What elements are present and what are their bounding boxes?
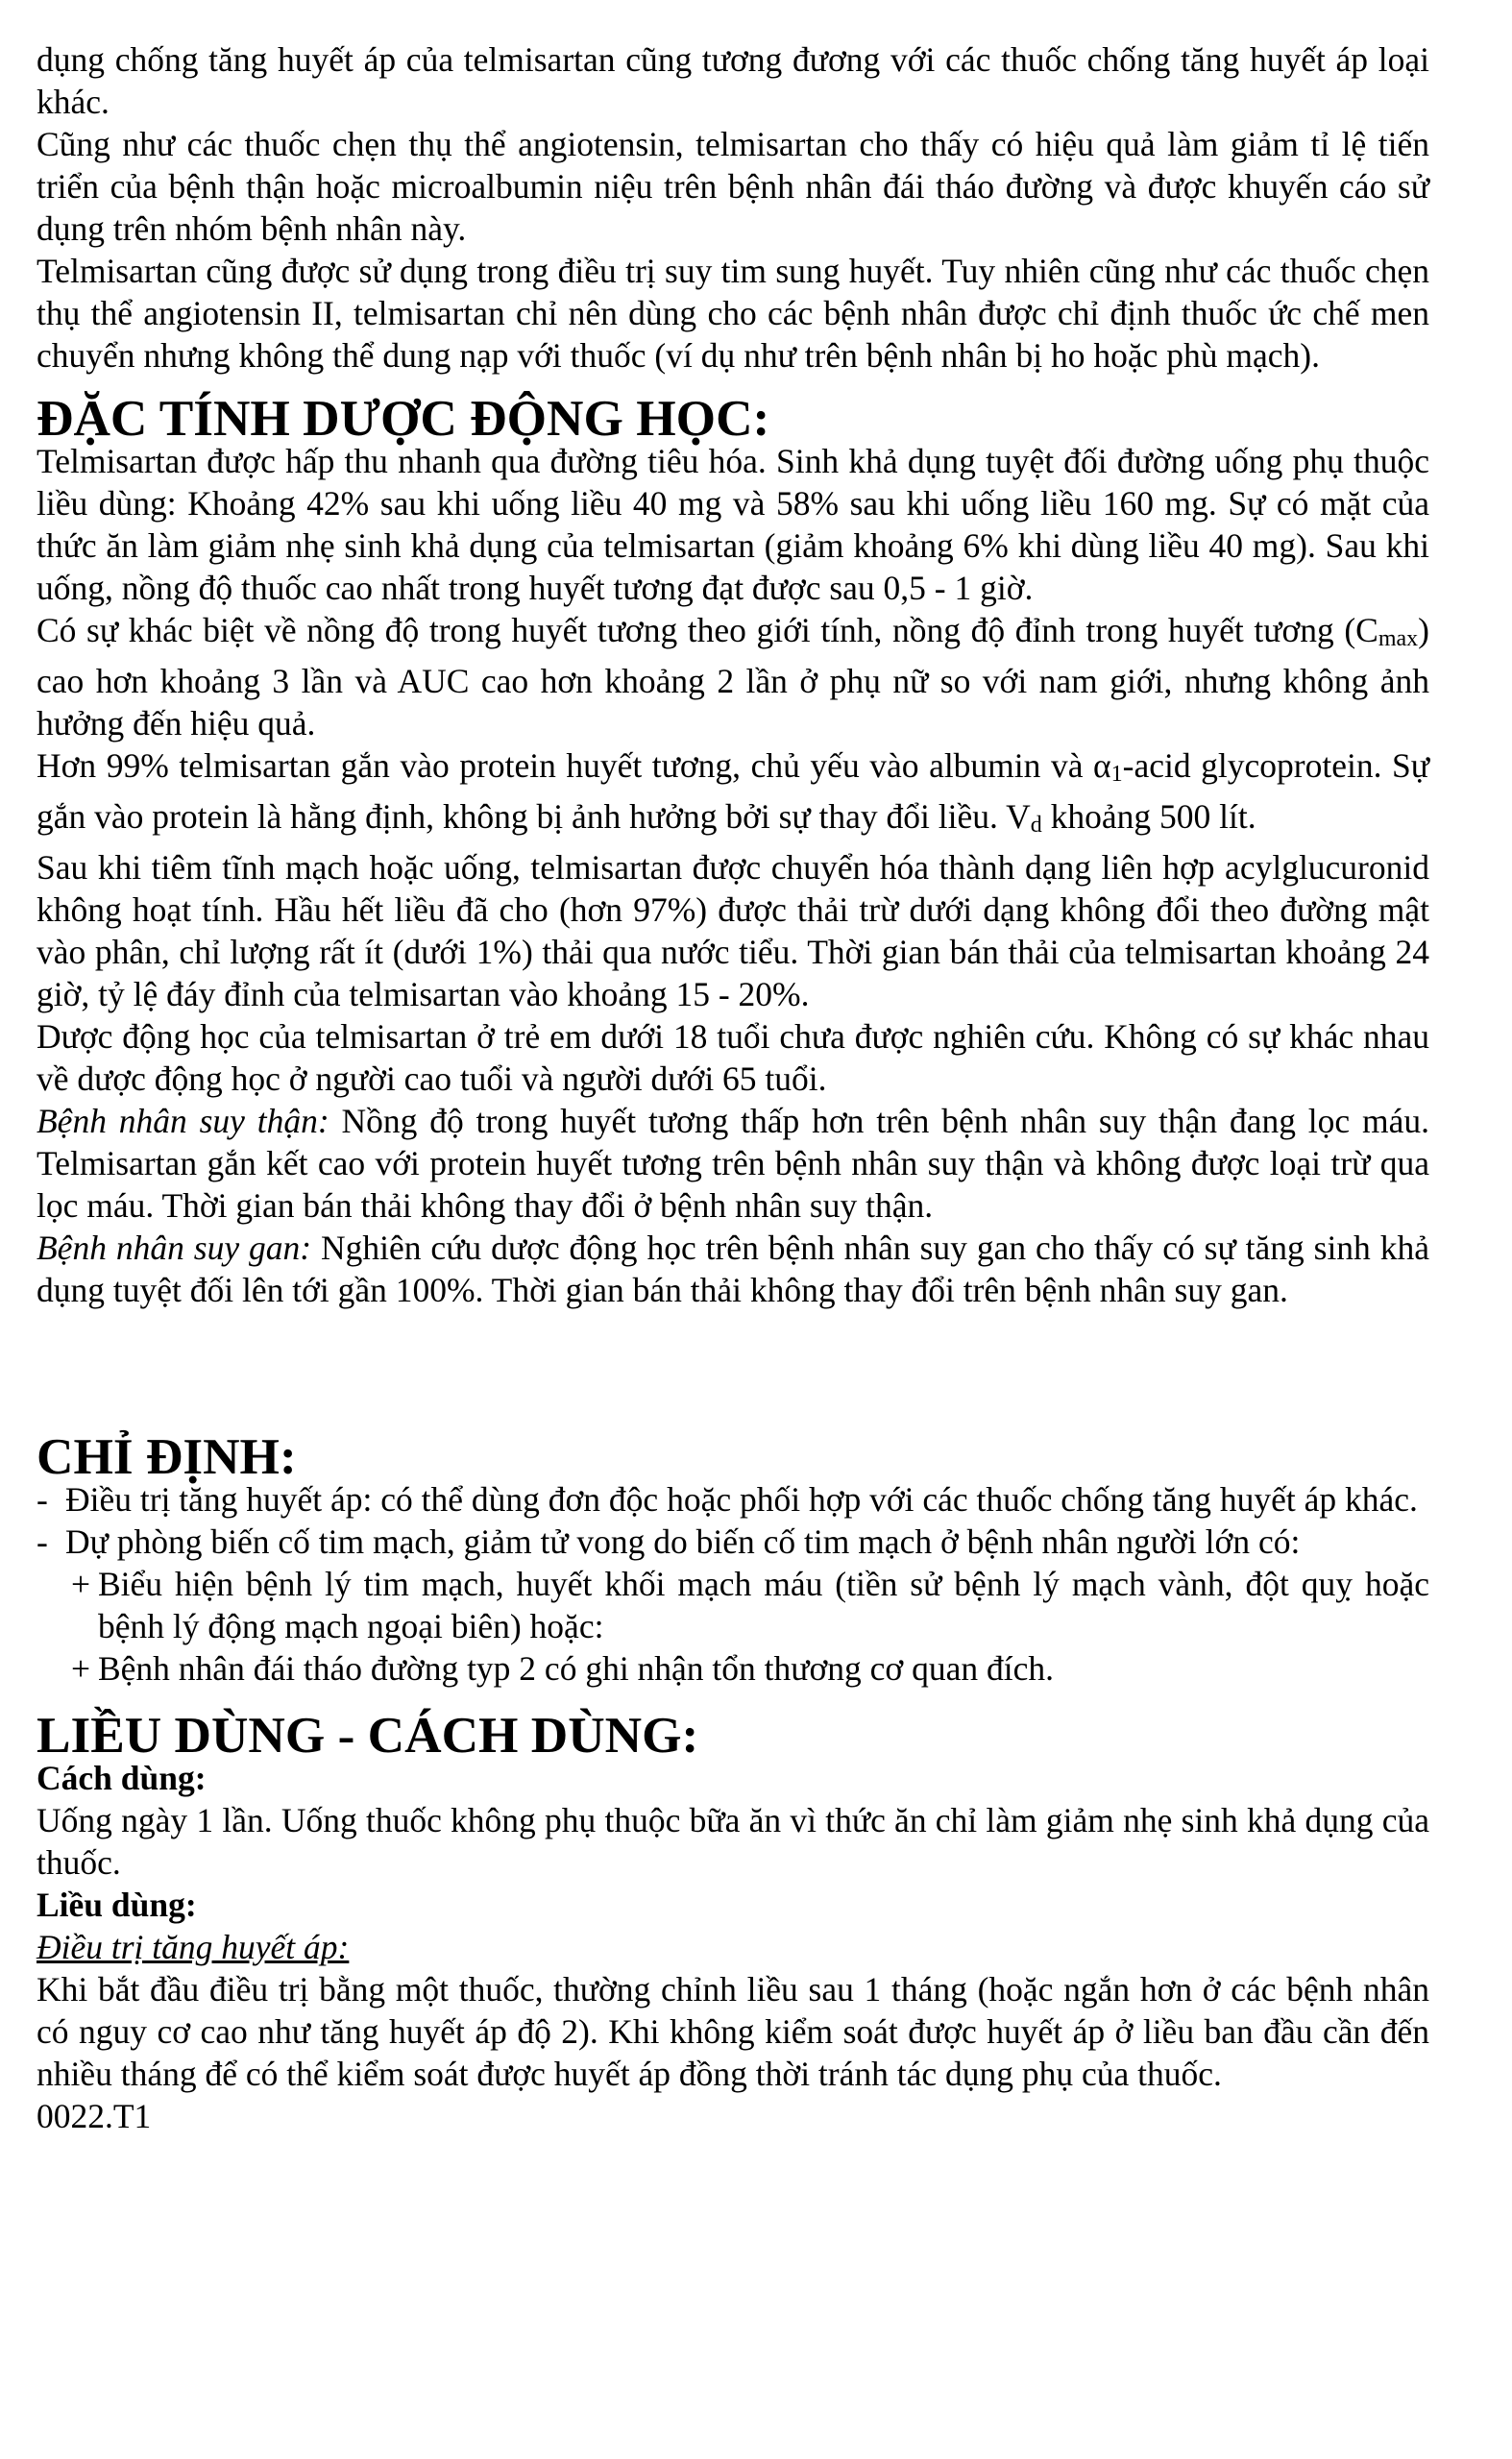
paragraph: Uống ngày 1 lần. Uống thuốc không phụ thuộc bữa ăn vì thức ăn chỉ làm giảm nhẹ sinh khả dụng của thuốc. — [37, 1801, 1429, 1882]
list-item-text: Điều trị tăng huyết áp: có thể dùng đơn độc hoặc phối hợp với các thuốc chống tăng huyết áp khác. — [65, 1480, 1418, 1519]
subheading-hypertension: Điều trị tăng huyết áp: — [37, 1928, 350, 1966]
text-run: Có sự khác biệt về nồng độ trong huyết tương theo giới tính, nồng độ đỉnh trong huyết tương (C — [37, 611, 1378, 649]
section-heading-indications: CHỈ ĐỊNH: — [37, 1428, 297, 1485]
paragraph: Khi bắt đầu điều trị bằng một thuốc, thường chỉnh liều sau 1 tháng (hoặc ngắn hơn ở các bệnh nhân có nguy cơ cao như tăng huyết áp độ 2). Khi không kiểm soát được huyết áp ở liều ban đầu cần đến nhiều tháng để có thể kiểm soát được huyết áp đồng thời tránh tác dụng phụ của thuốc. — [37, 1970, 1429, 2093]
paragraph: Dược động học của telmisartan ở trẻ em dưới 18 tuổi chưa được nghiên cứu. Không có sự khác nhau về dược động học ở người cao tuổi và người dưới 65 tuổi. — [37, 1017, 1429, 1098]
section-heading-pharmacokinetics: ĐẶC TÍNH DƯỢC ĐỘNG HỌC: — [37, 390, 770, 447]
text-run: ) cao hơn khoảng 3 lần và AUC cao hơn khoảng 2 lần ở phụ nữ so với nam giới, nhưng không ảnh hưởng đến hiệu quả. — [37, 611, 1429, 743]
paragraph: Telmisartan cũng được sử dụng trong điều trị suy tim sung huyết. Tuy nhiên cũng như các thuốc chẹn thụ thể angiotensin II, telmisartan chỉ nên dùng cho các bệnh nhân được chỉ định thuốc ức chế men chuyển nhưng không thể dung nạp với thuốc (ví dụ như trên bệnh nhân bị ho hoặc phù mạch). — [37, 252, 1429, 375]
paragraph: Telmisartan được hấp thu nhanh qua đường tiêu hóa. Sinh khả dụng tuyệt đối đường uống phụ thuộc liều dùng: Khoảng 42% sau khi uống liều 40 mg và 58% sau khi uống liều 160 mg. Sự có mặt của thức ăn làm giảm nhẹ sinh khả dụng của telmisartan (giảm khoảng 6% khi dùng liều 40 mg). Sau khi uống, nồng độ thuốc cao nhất trong huyết tương đạt được sau 0,5 - 1 giờ. — [37, 442, 1429, 607]
subscript: 1 — [1110, 762, 1123, 787]
list-item-text: Dự phòng biến cố tim mạch, giảm tử vong do biến cố tim mạch ở bệnh nhân người lớn có: — [65, 1522, 1301, 1561]
sub-list-item — [37, 1563, 1429, 1647]
plus-bullet: + — [71, 1649, 91, 1688]
text-run: -acid glycoprotein. Sự gắn vào protein là hằng định, không bị ảnh hưởng bởi sự thay đổi liều. V — [37, 746, 1429, 836]
renal-label: Bệnh nhân suy thận: — [37, 1102, 329, 1140]
paragraph: Cũng như các thuốc chẹn thụ thể angiotensin, telmisartan cho thấy có hiệu quả làm giảm tỉ lệ tiến triển của bệnh thận hoặc microalbumin niệu trên bệnh nhân đái tháo đường và được khuyến cáo sử dụng trên nhóm bệnh nhân này. — [37, 125, 1429, 248]
plus-bullet: + — [71, 1565, 91, 1603]
subscript: d — [1030, 813, 1042, 838]
hepatic-label: Bệnh nhân suy gan: — [37, 1229, 312, 1267]
paragraph — [37, 1100, 1429, 1227]
dash-bullet: - — [37, 1522, 48, 1561]
subheading-administration: Cách dùng: — [37, 1759, 207, 1797]
document-code: 0022.T1 — [37, 2097, 152, 2135]
text-run: Nồng độ trong huyết tương thấp hơn trên bệnh nhân suy thận đang lọc máu. Telmisartan gắn kết cao với protein huyết tương trên bệnh nhân suy thận và không được loại trừ qua lọc máu. Thời gian bán thải không thay đổi ở bệnh nhân suy thận. — [37, 1102, 1429, 1225]
document-page — [37, 38, 1429, 2137]
text-run: Nghiên cứu dược động học trên bệnh nhân suy gan cho thấy có sự tăng sinh khả dụng tuyệt đối lên tới gần 100%. Thời gian bán thải không thay đổi trên bệnh nhân suy gan. — [37, 1229, 1429, 1309]
list-item — [37, 1521, 1429, 1563]
paragraph: Sau khi tiêm tĩnh mạch hoặc uống, telmisartan được chuyển hóa thành dạng liên hợp acylglucuronid không hoạt tính. Hầu hết liều đã cho (hơn 97%) được thải trừ dưới dạng không đổi theo đường mật vào phân, chỉ lượng rất ít (dưới 1%) thải qua nước tiểu. Thời gian bán thải của telmisartan khoảng 24 giờ, tỷ lệ đáy đỉnh của telmisartan vào khoảng 15 - 20%. — [37, 848, 1429, 1013]
subheading-dose: Liều dùng: — [37, 1886, 197, 1924]
text-run: Hơn 99% telmisartan gắn vào protein huyết tương, chủ yếu vào albumin và α — [37, 746, 1111, 785]
sub-list-item — [37, 1647, 1429, 1690]
paragraph — [37, 609, 1429, 744]
list-item-text: Bệnh nhân đái tháo đường typ 2 có ghi nhận tổn thương cơ quan đích. — [98, 1649, 1054, 1688]
paragraph — [37, 1227, 1429, 1311]
list-item-text: Biểu hiện bệnh lý tim mạch, huyết khối mạch máu (tiền sử bệnh lý mạch vành, đột quỵ hoặc bệnh lý động mạch ngoại biên) hoặc: — [98, 1565, 1429, 1645]
paragraph: dụng chống tăng huyết áp của telmisartan cũng tương đương với các thuốc chống tăng huyết áp loại khác. — [37, 40, 1429, 121]
list-item — [37, 1478, 1429, 1521]
section-heading-dosage: LIỀU DÙNG - CÁCH DÙNG: — [37, 1707, 699, 1764]
paragraph — [37, 744, 1429, 846]
subscript: max — [1378, 626, 1419, 651]
text-run: khoảng 500 lít. — [1041, 797, 1256, 836]
dash-bullet: - — [37, 1480, 48, 1519]
